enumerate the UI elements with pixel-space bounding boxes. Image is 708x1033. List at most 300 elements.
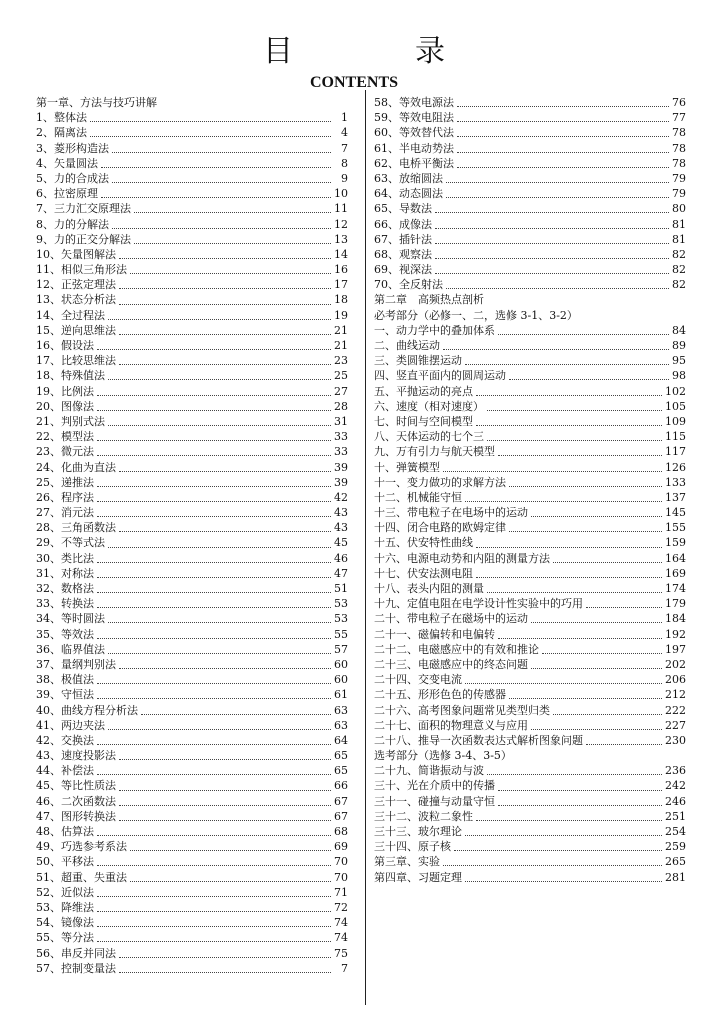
toc-entry[interactable] <box>36 961 348 976</box>
toc-entry[interactable] <box>36 217 348 232</box>
dot-leader <box>97 432 331 441</box>
toc-entry[interactable] <box>374 460 686 475</box>
toc-entry-page: 47 <box>334 566 348 580</box>
dot-leader <box>542 645 662 654</box>
dot-leader <box>97 387 331 396</box>
toc-entry-page: 259 <box>665 840 686 854</box>
toc-entry[interactable] <box>36 110 348 125</box>
toc-entry[interactable] <box>36 672 348 687</box>
toc-entry-page: 66 <box>334 779 348 793</box>
toc-entry[interactable] <box>36 627 348 642</box>
dot-leader <box>90 113 331 122</box>
dot-leader <box>130 265 331 274</box>
dot-leader <box>108 645 331 654</box>
toc-entry[interactable] <box>374 611 686 626</box>
column-divider <box>365 90 366 1005</box>
toc-entry-page: 179 <box>665 597 686 611</box>
toc-entry[interactable] <box>374 232 686 247</box>
toc-entry[interactable] <box>36 839 348 854</box>
toc-entry-title: 27、消元法 <box>36 506 94 520</box>
toc-entry-title: 1、整体法 <box>36 111 87 125</box>
toc-entry-page: 61 <box>334 688 348 702</box>
dot-leader <box>119 660 331 669</box>
toc-entry-page: 227 <box>665 718 686 732</box>
toc-entry[interactable] <box>36 308 348 323</box>
dot-leader <box>112 220 331 229</box>
dot-leader <box>97 933 331 942</box>
toc-entry-page: 82 <box>672 278 686 292</box>
dot-leader <box>112 174 331 183</box>
toc-entry[interactable] <box>36 566 348 581</box>
toc-entry-title: 65、导数法 <box>374 202 432 216</box>
dot-leader <box>509 523 662 532</box>
toc-entry[interactable] <box>374 141 686 156</box>
toc-entry-title: 54、镜像法 <box>36 916 94 930</box>
toc-entry[interactable] <box>374 338 686 353</box>
toc-entry-title: 十三、带电粒子在电场中的运动 <box>374 506 528 520</box>
dot-leader <box>141 706 331 715</box>
toc-entry-page: 7 <box>341 961 348 975</box>
toc-entry[interactable] <box>374 551 686 566</box>
toc-entry[interactable] <box>36 809 348 824</box>
toc-entry-title: 3、菱形构造法 <box>36 141 109 155</box>
dot-leader <box>586 736 662 745</box>
dot-leader <box>457 159 669 168</box>
toc-entry-title: 61、半电动势法 <box>374 141 454 155</box>
toc-entry[interactable] <box>374 323 686 338</box>
toc-entry-title: 十二、机械能守恒 <box>374 490 462 504</box>
toc-entry[interactable] <box>374 368 686 383</box>
toc-entry-page: 64 <box>334 733 348 747</box>
toc-entry[interactable] <box>36 201 348 216</box>
dot-leader <box>108 614 331 623</box>
dot-leader <box>108 417 331 426</box>
toc-entry-page: 4 <box>341 126 348 140</box>
dot-leader <box>119 356 331 365</box>
toc-entry[interactable] <box>374 429 686 444</box>
toc-entry-page: 159 <box>665 536 686 550</box>
toc-entry-title: 7、三力汇交原理法 <box>36 202 131 216</box>
toc-entry-title: 64、动态圆法 <box>374 187 443 201</box>
dot-leader <box>119 326 331 335</box>
toc-entry[interactable] <box>36 885 348 900</box>
dot-leader <box>476 387 662 396</box>
toc-entry[interactable] <box>36 748 348 763</box>
toc-entry[interactable] <box>374 384 686 399</box>
toc-entry-page: 67 <box>334 794 348 808</box>
dot-leader <box>130 873 331 882</box>
dot-leader <box>97 888 331 897</box>
toc-entry-title: 三十、光在介质中的传播 <box>374 779 495 793</box>
toc-entry-title: 19、比例法 <box>36 384 94 398</box>
dot-leader <box>97 827 331 836</box>
dot-leader <box>553 706 662 715</box>
toc-entry-title: 50、平移法 <box>36 855 94 869</box>
toc-entry[interactable] <box>374 171 686 186</box>
toc-entry-page: 27 <box>334 384 348 398</box>
toc-entry-page: 11 <box>334 202 348 216</box>
dot-leader <box>119 751 331 760</box>
dot-leader <box>97 903 331 912</box>
toc-entry-page: 51 <box>334 582 348 595</box>
toc-entry[interactable] <box>374 733 686 748</box>
dot-leader <box>509 690 662 699</box>
toc-entry[interactable] <box>36 551 348 566</box>
toc-entry-title: 13、状态分析法 <box>36 293 116 307</box>
toc-entry[interactable] <box>36 186 348 201</box>
toc-right-list-b <box>374 323 686 748</box>
dot-leader <box>134 235 331 244</box>
toc-entry[interactable] <box>374 156 686 171</box>
toc-entry[interactable] <box>36 171 348 186</box>
toc-entry[interactable] <box>374 581 686 596</box>
dot-leader <box>553 554 662 563</box>
toc-entry[interactable] <box>374 596 686 611</box>
dot-leader <box>119 250 331 259</box>
toc-entry-title: 23、微元法 <box>36 445 94 459</box>
toc-entry[interactable] <box>36 520 348 535</box>
dot-leader <box>476 812 662 821</box>
toc-entry-page: 212 <box>665 688 686 702</box>
dot-leader <box>435 220 669 229</box>
toc-entry[interactable] <box>36 854 348 869</box>
dot-leader <box>498 447 662 456</box>
toc-entry[interactable] <box>374 718 686 733</box>
toc-entry-page: 53 <box>334 612 348 626</box>
toc-entry-title: 14、全过程法 <box>36 308 105 322</box>
toc-entry[interactable] <box>36 657 348 672</box>
toc-entry-title: 15、逆向思维法 <box>36 323 116 337</box>
toc-entry-title: 二十六、高考图象问题常见类型归类 <box>374 703 550 717</box>
toc-entry[interactable] <box>374 277 686 292</box>
toc-entry[interactable] <box>36 475 348 490</box>
toc-entry[interactable] <box>374 763 686 778</box>
toc-entry-page: 89 <box>672 339 686 352</box>
toc-entry-page: 80 <box>672 202 686 216</box>
toc-entry-title: 二十四、交变电流 <box>374 673 462 687</box>
dot-leader <box>97 447 331 456</box>
toc-entry-page: 246 <box>665 794 686 808</box>
toc-entry-title: 一、动力学中的叠加体系 <box>374 323 495 337</box>
toc-entry-page: 74 <box>334 916 348 930</box>
toc-entry[interactable] <box>374 125 686 140</box>
toc-entry[interactable] <box>374 642 686 657</box>
toc-entry[interactable] <box>374 778 686 793</box>
toc-entry-title: 47、图形转换法 <box>36 809 116 823</box>
dot-leader <box>108 721 331 730</box>
toc-entry[interactable] <box>374 566 686 581</box>
toc-entry[interactable] <box>36 156 348 171</box>
toc-entry-page: 25 <box>334 369 348 383</box>
dot-leader <box>443 857 662 866</box>
toc-entry-title: 九、万有引力与航天模型 <box>374 445 495 459</box>
toc-entry-page: 63 <box>334 703 348 717</box>
toc-entry[interactable] <box>36 870 348 885</box>
toc-entry[interactable] <box>374 110 686 125</box>
toc-entry-title: 39、守恒法 <box>36 688 94 702</box>
toc-entry-page: 95 <box>672 354 686 368</box>
dot-leader <box>457 144 669 153</box>
toc-entry-title: 10、矢量图解法 <box>36 247 116 261</box>
toc-entry-page: 67 <box>334 809 348 823</box>
toc-entry-page: 43 <box>334 521 348 535</box>
toc-entry[interactable] <box>36 703 348 718</box>
dot-leader <box>108 311 331 320</box>
toc-entry[interactable] <box>36 125 348 140</box>
toc-entry-title: 46、二次函数法 <box>36 794 116 808</box>
toc-entry-title: 二十五、形形色色的传感器 <box>374 688 506 702</box>
toc-entry[interactable] <box>36 718 348 733</box>
toc-entry-title: 63、放缩圆法 <box>374 171 443 185</box>
toc-entry-title: 24、化曲为直法 <box>36 460 116 474</box>
dot-leader <box>476 417 662 426</box>
dot-leader <box>97 493 331 502</box>
toc-entry[interactable] <box>36 338 348 353</box>
toc-entry[interactable] <box>36 946 348 961</box>
toc-entry[interactable] <box>36 611 348 626</box>
toc-entry-page: 65 <box>334 764 348 778</box>
toc-entry-page: 155 <box>665 521 686 535</box>
toc-entry[interactable] <box>36 535 348 550</box>
toc-entry-title: 16、假设法 <box>36 339 94 352</box>
toc-entry[interactable] <box>36 368 348 383</box>
toc-entry-page: 169 <box>665 566 686 580</box>
toc-entry-page: 12 <box>334 217 348 231</box>
toc-entry-title: 52、近似法 <box>36 885 94 899</box>
toc-entry[interactable] <box>374 186 686 201</box>
toc-entry[interactable] <box>36 414 348 429</box>
toc-entry-title: 67、插针法 <box>374 232 432 246</box>
toc-entry-title: 44、补偿法 <box>36 764 94 778</box>
dot-leader <box>97 584 331 593</box>
toc-entry-page: 45 <box>334 536 348 550</box>
toc-entry[interactable] <box>374 672 686 687</box>
toc-entry[interactable] <box>374 399 686 414</box>
toc-entry[interactable] <box>374 444 686 459</box>
toc-entry[interactable] <box>36 642 348 657</box>
toc-entry-page: 33 <box>334 430 348 444</box>
toc-entry[interactable] <box>36 429 348 444</box>
dot-leader <box>101 159 331 168</box>
toc-entry[interactable] <box>36 490 348 505</box>
toc-entry[interactable] <box>36 141 348 156</box>
toc-entry-page: 65 <box>334 749 348 763</box>
toc-entry-title: 十、弹簧模型 <box>374 460 440 474</box>
toc-entry[interactable] <box>36 399 348 414</box>
dot-leader <box>97 630 331 639</box>
toc-entry[interactable] <box>374 475 686 490</box>
toc-entry[interactable] <box>36 778 348 793</box>
toc-entry-page: 53 <box>334 597 348 611</box>
toc-right-list-a <box>374 95 686 292</box>
toc-entry-page: 33 <box>334 445 348 459</box>
toc-entry-page: 281 <box>665 870 686 884</box>
toc-entry-page: 81 <box>672 217 686 231</box>
dot-leader <box>97 736 331 745</box>
toc-entry[interactable] <box>36 353 348 368</box>
toc-entry[interactable] <box>36 581 348 596</box>
toc-entry-page: 222 <box>665 703 686 717</box>
toc-entry-title: 69、视深法 <box>374 263 432 277</box>
dot-leader <box>465 675 662 684</box>
toc-entry-page: 7 <box>341 141 348 155</box>
toc-entry-title: 18、特殊值法 <box>36 369 105 383</box>
toc-entry-page: 164 <box>665 551 686 565</box>
toc-entry-title: 36、临界值法 <box>36 642 105 656</box>
toc-entry-page: 206 <box>665 673 686 687</box>
toc-entry[interactable] <box>374 490 686 505</box>
toc-entry-page: 145 <box>665 506 686 520</box>
toc-entry[interactable] <box>374 414 686 429</box>
page-subtitle: CONTENTS <box>309 74 399 91</box>
toc-entry[interactable] <box>36 930 348 945</box>
toc-entry-title: 三十一、碰撞与动量守恒 <box>374 794 495 808</box>
toc-entry-page: 79 <box>672 187 686 201</box>
dot-leader <box>531 614 662 623</box>
toc-entry[interactable] <box>374 627 686 642</box>
toc-entry-title: 8、力的分解法 <box>36 217 109 231</box>
dot-leader <box>108 371 331 380</box>
toc-entry-title: 二十二、电磁感应中的有效和推论 <box>374 642 539 656</box>
toc-entry-title: 34、等时圆法 <box>36 612 105 626</box>
toc-entry-page: 46 <box>334 551 348 565</box>
toc-entry-page: 70 <box>334 855 348 869</box>
toc-entry[interactable] <box>36 687 348 702</box>
dot-leader <box>108 539 331 548</box>
toc-entry-title: 三十二、波粒二象性 <box>374 809 473 823</box>
dot-leader <box>446 174 669 183</box>
toc-entry[interactable] <box>374 703 686 718</box>
toc-entry[interactable] <box>374 353 686 368</box>
toc-entry-page: 63 <box>334 718 348 732</box>
dot-leader <box>487 402 662 411</box>
dot-leader <box>487 766 662 775</box>
toc-entry-page: 82 <box>672 247 686 261</box>
toc-entry-title: 二、曲线运动 <box>374 339 440 352</box>
dot-leader <box>498 797 662 806</box>
dot-leader <box>498 782 662 791</box>
toc-entry-page: 57 <box>334 642 348 656</box>
toc-entry-title: 5、力的合成法 <box>36 171 109 185</box>
toc-entry-page: 102 <box>665 384 686 398</box>
toc-left-column <box>36 95 348 976</box>
toc-entry-title: 62、电桥平衡法 <box>374 156 454 170</box>
toc-entry[interactable] <box>374 824 686 839</box>
dot-leader <box>509 478 662 487</box>
toc-entry[interactable] <box>374 535 686 550</box>
toc-entry[interactable] <box>36 460 348 475</box>
toc-entry-title: 41、两边夹法 <box>36 718 105 732</box>
toc-entry[interactable] <box>36 292 348 307</box>
toc-entry-title: 三、类圆锥摆运动 <box>374 354 462 368</box>
toc-entry-page: 251 <box>665 809 686 823</box>
toc-entry-page: 105 <box>665 399 686 413</box>
dot-leader <box>498 630 662 639</box>
toc-entry[interactable] <box>36 262 348 277</box>
toc-entry[interactable] <box>36 505 348 520</box>
toc-entry[interactable] <box>36 444 348 459</box>
toc-entry-page: 76 <box>672 96 686 109</box>
toc-entry[interactable] <box>374 809 686 824</box>
toc-entry-page: 202 <box>665 657 686 671</box>
toc-entry-page: 21 <box>334 339 348 352</box>
dot-leader <box>446 189 669 198</box>
toc-entry-page: 60 <box>334 657 348 671</box>
toc-entry-title: 48、估算法 <box>36 825 94 838</box>
toc-entry-title: 22、模型法 <box>36 430 94 444</box>
toc-entry[interactable] <box>374 505 686 520</box>
dot-leader <box>119 949 331 958</box>
toc-entry[interactable] <box>374 247 686 262</box>
dot-leader <box>465 356 669 365</box>
dot-leader <box>97 766 331 775</box>
toc-entry[interactable] <box>374 520 686 535</box>
toc-entry-title: 二十九、简谐振动与波 <box>374 764 484 778</box>
toc-entry-page: 78 <box>672 126 686 140</box>
toc-entry-title: 十七、伏安法测电阻 <box>374 566 473 580</box>
toc-entry-title: 二十、带电粒子在磁场中的运动 <box>374 612 528 626</box>
dot-leader <box>435 265 669 274</box>
toc-entry-title: 9、力的正交分解法 <box>36 232 131 246</box>
toc-entry-page: 81 <box>672 232 686 246</box>
toc-entry[interactable] <box>36 232 348 247</box>
dot-leader <box>97 569 331 578</box>
toc-entry-title: 4、矢量圆法 <box>36 156 98 170</box>
toc-entry[interactable] <box>36 915 348 930</box>
toc-entry-title: 35、等效法 <box>36 627 94 641</box>
toc-entry-page: 42 <box>334 490 348 504</box>
toc-entry-page: 78 <box>672 141 686 155</box>
toc-entry[interactable] <box>374 657 686 672</box>
toc-entry[interactable] <box>374 201 686 216</box>
toc-entry-page: 236 <box>665 764 686 778</box>
toc-entry[interactable] <box>36 323 348 338</box>
toc-entry-page: 17 <box>334 278 348 292</box>
dot-leader <box>101 189 331 198</box>
toc-entry-title: 68、观察法 <box>374 247 432 261</box>
toc-entry[interactable] <box>36 900 348 915</box>
dot-leader <box>446 280 669 289</box>
toc-entry-page: 69 <box>334 840 348 854</box>
toc-entry[interactable] <box>36 247 348 262</box>
toc-entry[interactable] <box>36 794 348 809</box>
toc-entry[interactable] <box>374 794 686 809</box>
toc-entry-page: 39 <box>334 460 348 474</box>
toc-entry-page: 1 <box>341 111 348 125</box>
toc-entry[interactable] <box>374 95 686 110</box>
dot-leader <box>476 539 662 548</box>
toc-entry-page: 39 <box>334 475 348 489</box>
toc-entry[interactable] <box>36 824 348 839</box>
toc-entry[interactable] <box>374 839 686 854</box>
toc-entry[interactable] <box>374 217 686 232</box>
toc-entry[interactable] <box>374 854 686 869</box>
toc-entry[interactable] <box>374 870 686 885</box>
dot-leader <box>97 478 331 487</box>
toc-entry[interactable] <box>36 384 348 399</box>
toc-entry-page: 74 <box>334 931 348 945</box>
toc-entry[interactable] <box>374 687 686 702</box>
toc-entry[interactable] <box>36 763 348 778</box>
dot-leader <box>457 113 669 122</box>
toc-entry[interactable] <box>374 262 686 277</box>
dot-leader <box>130 842 331 851</box>
dot-leader <box>119 296 331 305</box>
toc-entry[interactable] <box>36 277 348 292</box>
toc-entry[interactable] <box>36 733 348 748</box>
toc-entry-page: 84 <box>672 323 686 337</box>
toc-entry[interactable] <box>36 596 348 611</box>
